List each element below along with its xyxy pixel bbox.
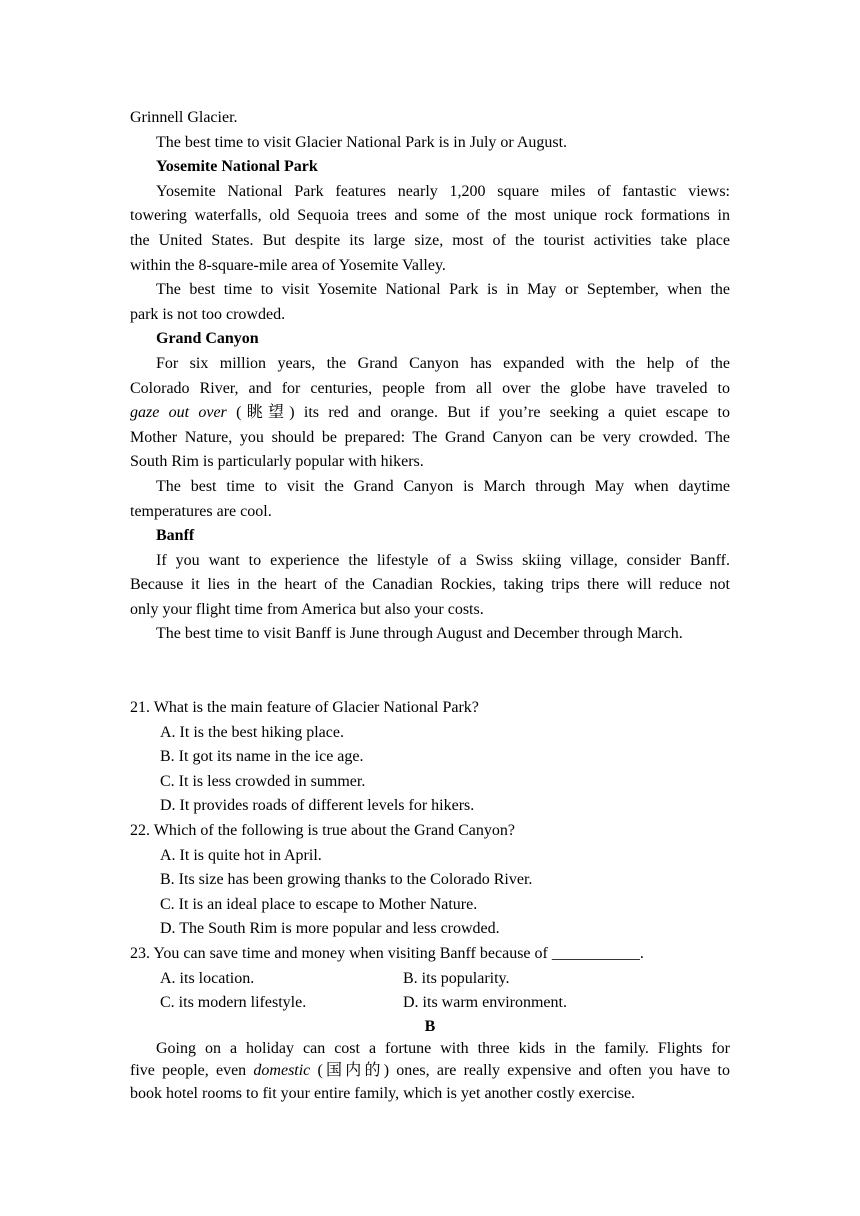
passage-b-line xyxy=(130,1060,730,1083)
glacier-paragraph-tail: Grinnell Glacier. xyxy=(130,109,238,126)
yosemite-best-line: park is not too crowded. xyxy=(130,305,286,323)
passage-b-line: book hotel rooms to fit your entire family, which is yet another costly exercise. xyxy=(130,1084,636,1102)
section-b-heading: B xyxy=(424,1017,436,1035)
question-23-option: B. its popularity. xyxy=(403,969,510,987)
grand-canyon-heading: Grand Canyon xyxy=(156,330,259,348)
canyon-line: Mother Nature, you should be prepared: The Grand Canyon can be very crowded. The xyxy=(130,428,730,446)
yosemite-line: towering waterfalls, old Sequoia trees and some of the most unique rock formations in xyxy=(130,207,730,225)
question-23-option: C. its modern lifestyle. xyxy=(160,994,307,1012)
passage-b-line: Going on a holiday can cost a fortune with three kids in the family. Flights for xyxy=(156,1039,730,1057)
question-22: 22. Which of the following is true about the Grand Canyon? xyxy=(130,822,515,840)
yosemite-line: Yosemite National Park features nearly 1,200 square miles of fantastic views: xyxy=(156,182,730,200)
question-23: 23. You can save time and money when visiting Banff because of ___________. xyxy=(130,945,644,962)
document-page xyxy=(130,106,730,1105)
domestic-term: domestic xyxy=(253,1062,311,1080)
banff-best-time: The best time to visit Banff is June through August and December through March. xyxy=(156,625,683,643)
question-23-options-row xyxy=(130,967,730,992)
passage-b-text: (国内的) ones, are really expensive and often you have to xyxy=(310,1062,730,1080)
banff-line: only your flight time from America but also your costs. xyxy=(130,600,484,618)
question-23-option: D. its warm environment. xyxy=(403,994,567,1012)
canyon-line-rest: (眺望) its red and orange. But if you’re seeking a quiet escape to xyxy=(226,404,730,422)
question-21: 21. What is the main feature of Glacier National Park? xyxy=(130,699,479,717)
banff-line: If you want to experience the lifestyle of a Swiss skiing village, consider Banff. xyxy=(156,551,730,569)
banff-line: Because it lies in the heart of the Canadian Rockies, taking trips there will reduce not xyxy=(130,576,730,594)
question-21-option: B. It got its name in the ice age. xyxy=(160,748,364,766)
yosemite-best-line: The best time to visit Yosemite National Park is in May or September, when the xyxy=(156,281,730,299)
glacier-best-time: The best time to visit Glacier National Park is in July or August. xyxy=(156,133,568,151)
question-21-option: C. It is less crowded in summer. xyxy=(160,772,366,790)
canyon-line: Colorado River, and for centuries, people from all over the globe have traveled to xyxy=(130,379,730,397)
yosemite-line: within the 8-square-mile area of Yosemite Valley. xyxy=(130,256,446,274)
passage-b-text: five people, even xyxy=(130,1062,254,1080)
question-22-option: B. Its size has been growing thanks to the Colorado River. xyxy=(160,871,533,889)
question-22-option: A. It is quite hot in April. xyxy=(160,846,322,864)
canyon-best-line: The best time to visit the Grand Canyon is March through May when daytime xyxy=(156,477,730,495)
banff-heading: Banff xyxy=(156,527,195,545)
question-22-option: C. It is an ideal place to escape to Mother Nature. xyxy=(160,895,478,913)
question-21-option: D. It provides roads of different levels for hikers. xyxy=(160,797,475,815)
yosemite-line: the United States. But despite its large size, most of the tourist activities take place xyxy=(130,231,730,249)
spacer xyxy=(130,647,730,696)
question-23-options-row xyxy=(130,991,730,1016)
canyon-line: For six million years, the Grand Canyon has expanded with the help of the xyxy=(156,354,730,372)
canyon-line: South Rim is particularly popular with hikers. xyxy=(130,453,424,471)
canyon-best-line: temperatures are cool. xyxy=(130,502,272,520)
yosemite-heading: Yosemite National Park xyxy=(156,158,318,176)
canyon-line xyxy=(130,401,730,426)
question-21-option: A. It is the best hiking place. xyxy=(160,723,344,741)
question-22-option: D. The South Rim is more popular and less crowded. xyxy=(160,920,500,938)
question-23-option: A. its location. xyxy=(160,969,255,987)
gaze-out-over-term: gaze out over xyxy=(130,404,227,422)
